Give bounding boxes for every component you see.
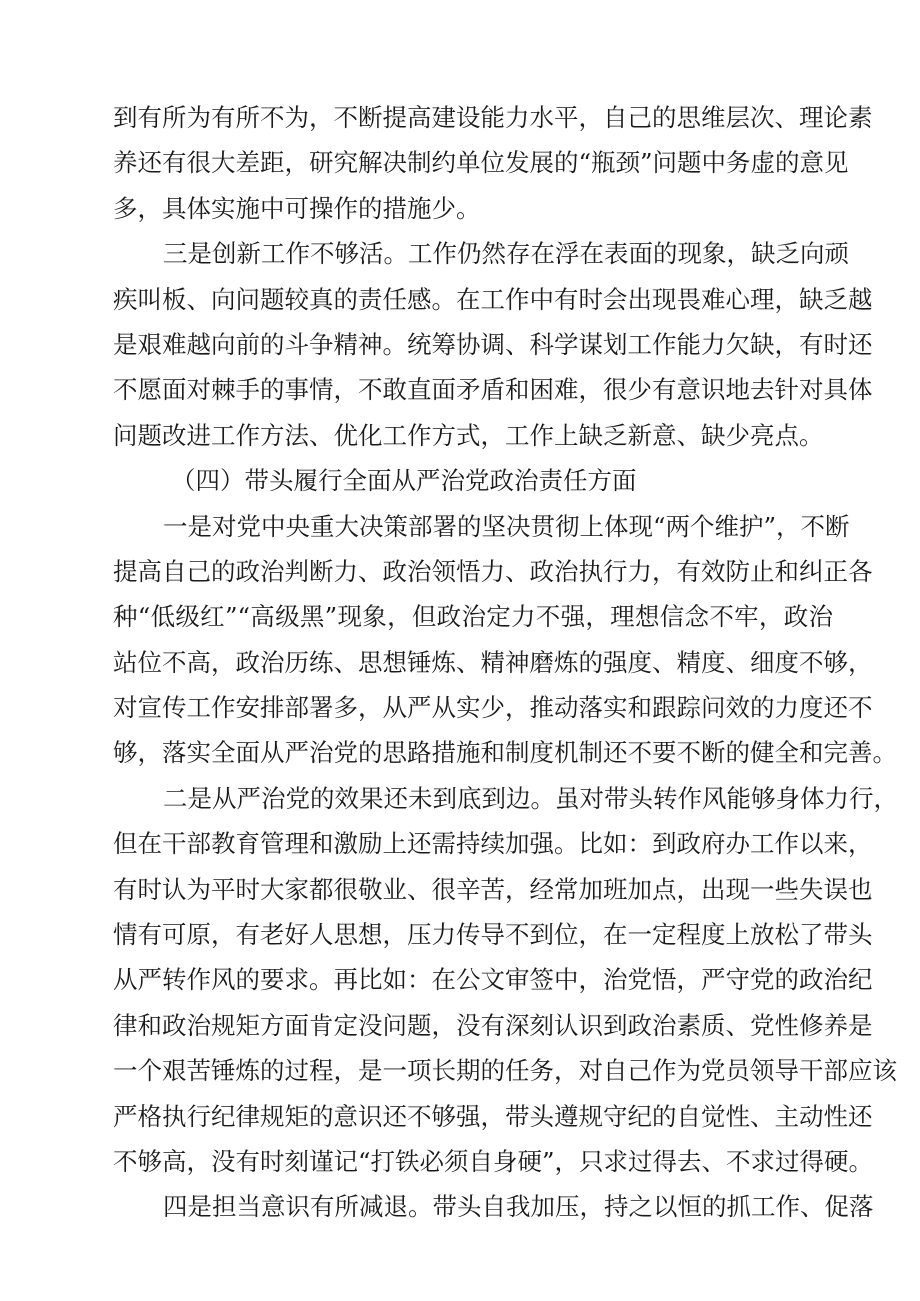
text-line: 三是创新工作不够活。工作仍然存在浮在表面的现象，缺乏向顽 [163, 239, 849, 269]
text-line: 一是对党中央重大决策部署的坚决贯彻上体现“两个维护”，不断 [163, 511, 850, 541]
text-line: 有时认为平时大家都很敬业、很辛苦，经常加班加点，出现一些失误也 [113, 874, 873, 904]
text-line: 一个艰苦锤炼的过程，是一项长期的任务，对自己作为党员领导干部应该 [113, 1056, 897, 1086]
text-line: 不够高，没有时刻谨记“打铁必须自身硬”，只求过得去、不求过得硬。 [113, 1146, 874, 1176]
text-line: 是艰难越向前的斗争精神。统筹协调、科学谋划工作能力欠缺，有时还 [113, 329, 873, 359]
text-line: 问题改进工作方法、优化工作方式，工作上缺乏新意、缺少亮点。 [113, 420, 824, 450]
text-line: 够，落实全面从严治党的思路措施和制度机制还不要不断的健全和完善。 [113, 738, 897, 768]
text-line: 多，具体实施中可操作的措施少。 [113, 193, 481, 223]
text-line: 到有所为有所不为，不断提高建设能力水平，自己的思维层次、理论素 [113, 103, 873, 132]
text-line: 二是从严治党的效果还未到底到边。虽对带头转作风能够身体力行， [163, 783, 898, 813]
text-line: 对宣传工作安排部署多，从严从实少，推动落实和跟踪问效的力度还不 [113, 693, 873, 723]
text-line: 四是担当意识有所减退。带头自我加压，持之以恒的抓工作、促落 [163, 1192, 874, 1222]
section-heading: （四）带头履行全面从严治党政治责任方面 [171, 466, 637, 496]
text-line: 律和政治规矩方面肯定没问题，没有深刻认识到政治素质、党性修养是 [113, 1010, 873, 1040]
text-line: 种“低级红”“高级黑”现象，但政治定力不强，理想信念不牢，政治 [113, 602, 833, 632]
text-line: 提高自己的政治判断力、政治领悟力、政治执行力，有效防止和纠正各 [113, 556, 873, 586]
text-line: 严格执行纪律规矩的意识还不够强，带头遵规守纪的自觉性、主动性还 [113, 1101, 873, 1131]
document-body [113, 95, 898, 1230]
text-line: 但在干部教育管理和激励上还需持续加强。比如：到政府办工作以来， [113, 829, 873, 859]
text-line: 养还有很大差距，研究解决制约单位发展的“瓶颈”问题中务虚的意见 [113, 148, 849, 178]
text-line: 不愿面对棘手的事情，不敢直面矛盾和困难，很少有意识地去针对具体 [113, 375, 873, 405]
text-line: 从严转作风的要求。再比如：在公文审签中，治党悟，严守党的政治纪 [113, 965, 873, 995]
text-line: 站位不高，政治历练、思想锤炼、精神磨炼的强度、精度、细度不够， [113, 647, 873, 677]
text-line: 疾叫板、向问题较真的责任感。在工作中有时会出现畏难心理，缺乏越 [113, 284, 873, 314]
text-line: 情有可原，有老好人思想，压力传导不到位，在一定程度上放松了带头 [113, 920, 873, 950]
